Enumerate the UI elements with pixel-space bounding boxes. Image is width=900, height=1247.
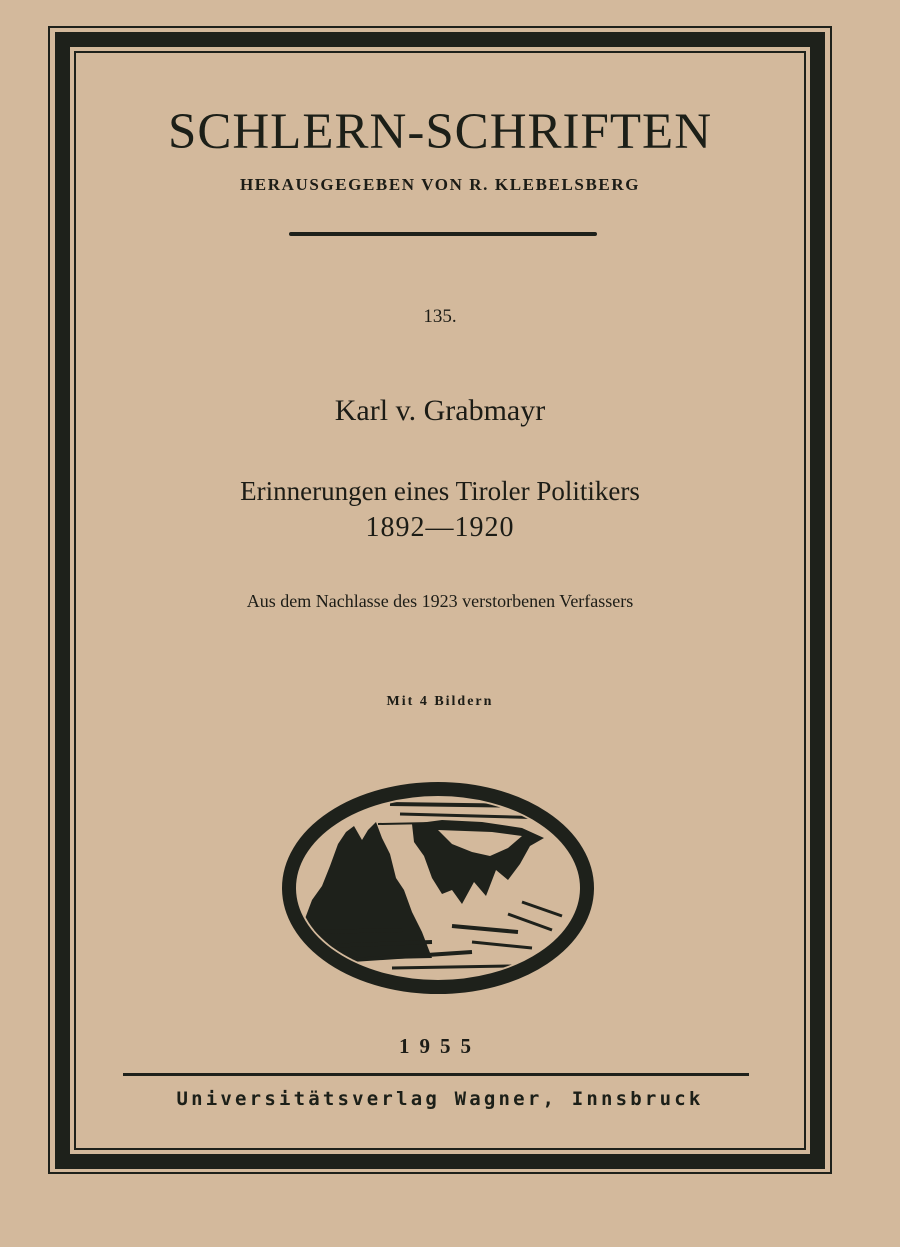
book-title: Erinnerungen eines Tiroler Politikers [240,476,640,506]
author-name: Karl v. Grabmayr [334,394,546,427]
publication-year: 1955 [399,1034,481,1058]
book-years: 1892—1920 [365,512,515,543]
publisher-line: Universitätsverlag Wagner, Innsbruck [176,1088,704,1110]
editor-line: HERAUSGEGEBEN VON R. KLEBELSBERG [239,175,641,194]
volume-number: 135. [423,306,457,327]
publisher-divider [123,1073,749,1076]
series-title: SCHLERN-SCHRIFTEN [167,104,713,160]
mountain-landscape-vignette-icon [282,782,594,994]
illustrations-note: Mit 4 Bildern [386,694,494,709]
posthumous-note: Aus dem Nachlasse des 1923 verstorbenen Verfassers [246,591,634,611]
title-divider [289,232,597,236]
